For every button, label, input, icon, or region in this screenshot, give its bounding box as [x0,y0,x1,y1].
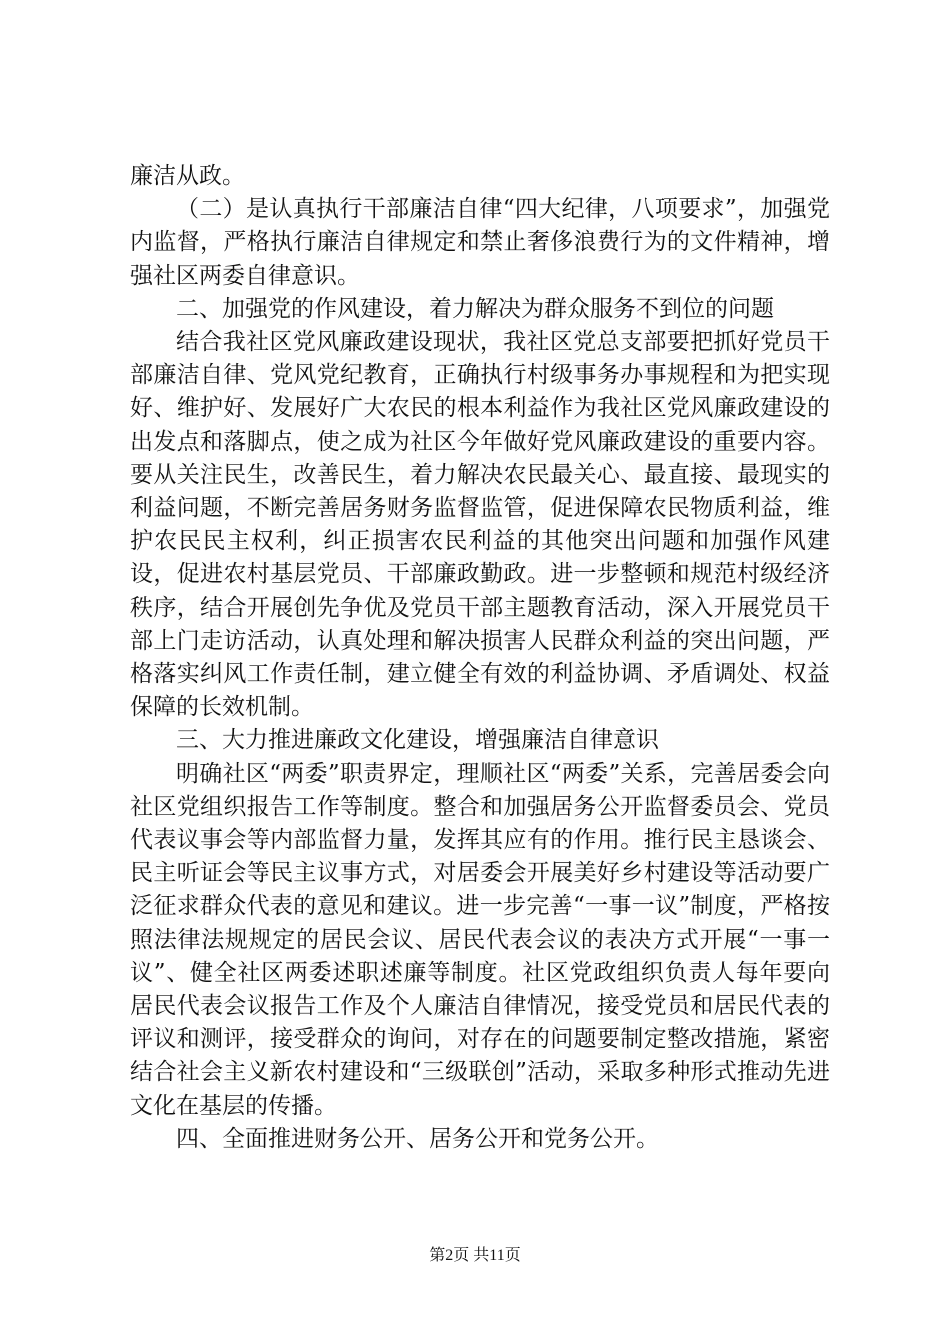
document-body [130,160,830,1156]
paragraph-sub-item-2: （二）是认真执行干部廉洁自律“四大纪律，八项要求”，加强党内监督，严格执行廉洁自律规定和禁止奢侈浪费行为的文件精神，增强社区两委自律意识。 [130,196,830,289]
paragraph-continuation: 廉洁从政。 [130,163,245,189]
paragraph-body-section-2: 结合我社区党风廉政建设现状，我社区党总支部要把抓好党员干部廉洁自律、党风党纪教育，正确执行村级事务办事规程和为把实现好、维护好、发展好广大农民的根本利益作为我社区党风廉政建设的出发点和落脚点，使之成为社区今年做好党风廉政建设的重要内容。要从关注民生，改善民生，着力解决农民最关心、最直接、最现实的利益问题，不断完善居务财务监督监管，促进保障农民物质利益，维护农民民主权利，纠正损害农民利益的其他突出问题和加强作风建设，促进农村基层党员、干部廉政勤政。进一步整顿和规范村级经济秩序，结合开展创先争优及党员干部主题教育活动，深入开展党员干部上门走访活动，认真处理和解决损害人民群众利益的突出问题，严格落实纠风工作责任制，建立健全有效的利益协调、矛盾调处、权益保障的长效机制。 [130,329,830,721]
section-heading-4: 四、全面推进财务公开、居务公开和党务公开。 [176,1125,659,1152]
section-heading-2: 二、加强党的作风建设，着力解决为群众服务不到位的问题 [176,295,774,322]
section-heading-3: 三、大力推进廉政文化建设，增强廉洁自律意识 [176,727,659,754]
page-number-footer: 第2页 共11页 [429,1247,521,1264]
paragraph-body-section-3: 明确社区“两委”职责界定，理顺社区“两委”关系，完善居委会向社区党组织报告工作等制度。整合和加强居务公开监督委员会、党员代表议事会等内部监督力量，发挥其应有的作用。推行民主恳谈会、民主听证会等民主议事方式，对居委会开展美好乡村建设等活动要广泛征求群众代表的意见和建议。进一步完善“一事一议”制度，严格按照法律法规规定的居民会议、居民代表会议的表决方式开展“一事一议”、健全社区两委述职述廉等制度。社区党政组织负责人每年要向居民代表会议报告工作及个人廉洁自律情况，接受党员和居民代表的评议和测评，接受群众的询问，对存在的问题要制定整改措施，紧密结合社会主义新农村建设和“三级联创”活动，采取多种形式推动先进文化在基层的传播。 [130,760,830,1119]
